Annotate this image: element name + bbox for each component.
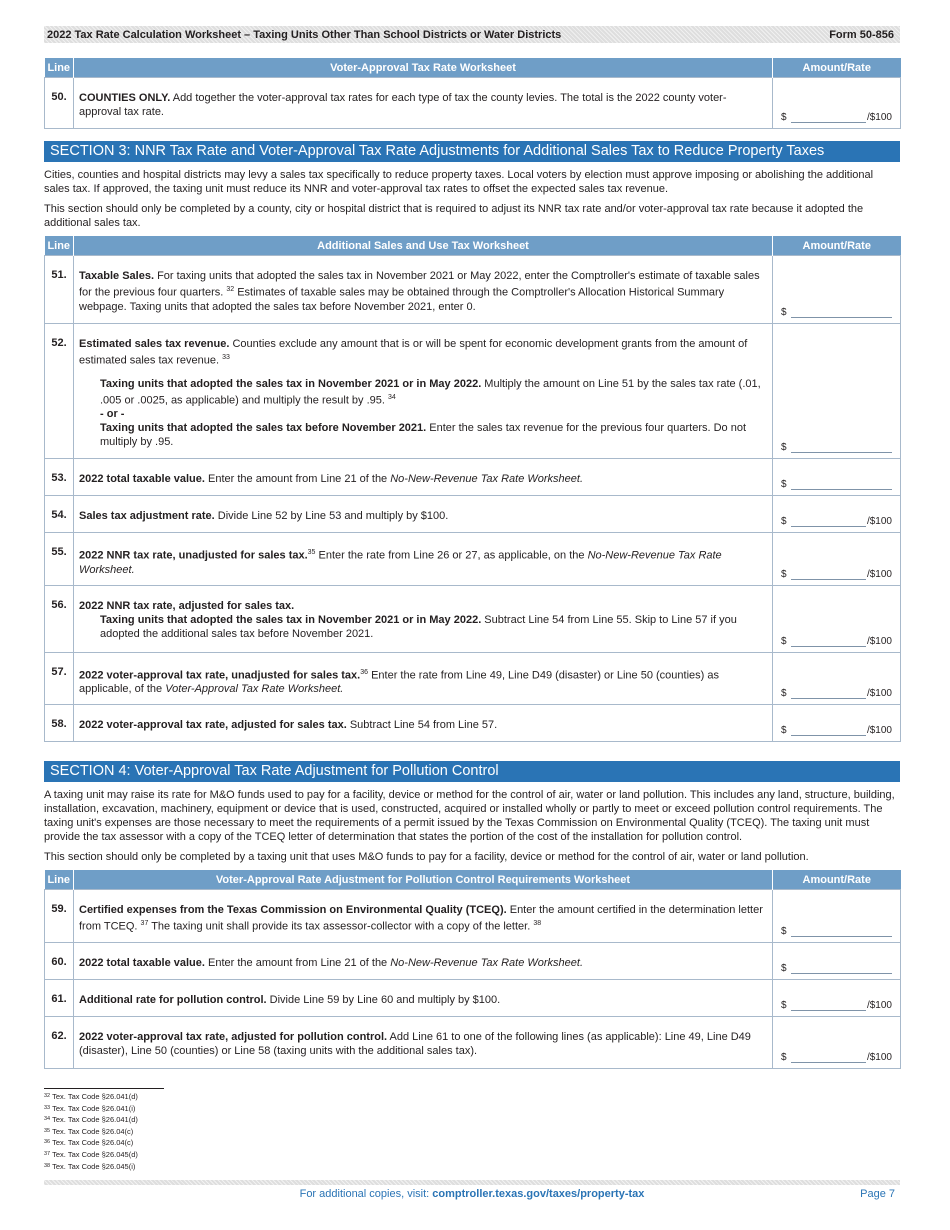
line-label: 2022 voter-approval tax rate, adjusted for sales tax.: [79, 719, 347, 732]
dollar-sign: $: [781, 479, 787, 490]
table-row: [45, 652, 901, 705]
footer-divider: [44, 1180, 900, 1185]
table-header-row: [45, 870, 901, 890]
amount-input-line[interactable]: [791, 479, 892, 490]
line-instructions: Add Line 61 to one of the following lines (as applicable): Line 49, Line D49 (disaster), Line 50 (counties) or Line 58 (taxing units with the additional sales tax).: [79, 1030, 751, 1057]
line-number: 55.: [45, 533, 74, 586]
line-instructions-cont: The taxing unit shall provide its tax assessor-collector with a copy of the letter.: [148, 920, 531, 933]
form-number: Form 50-856: [829, 28, 894, 41]
amount-cell: [773, 459, 901, 496]
or-separator: - or -: [100, 408, 125, 421]
line-label: 2022 voter-approval tax rate, adjusted for pollution control.: [79, 1030, 388, 1043]
amount-input-line[interactable]: [791, 1000, 866, 1011]
line-label: 2022 voter-approval tax rate, unadjusted for sales tax.: [79, 669, 361, 682]
section-3-paragraph-2: This section should only be completed by a county, city or hospital district that is required to adjust its NNR tax rate and/or voter-approval tax rate because it adopted the additional sales tax.: [44, 203, 864, 229]
line-sub-instructions: [79, 377, 764, 450]
line-instructions: Enter the amount from Line 21 of the: [204, 473, 391, 485]
amount-cell: [773, 1016, 901, 1068]
table-row: [45, 459, 901, 496]
table-row: [45, 585, 901, 652]
section-3-paragraph-1: Cities, counties and hospital districts may levy a sales tax specifically to reduce property taxes. Local voters by election must approve imposing or abolishing the additional sales tax. If approved, the taxing unit must reduce its NNR and voter-approval tax rates to offset the expected sales tax revenue.: [44, 169, 874, 195]
amount-input-line[interactable]: [791, 516, 866, 527]
line-number: 50.: [45, 78, 74, 129]
line-number: 54.: [45, 496, 74, 533]
sales-tax-worksheet-table: [44, 236, 901, 742]
dollar-sign: $: [781, 962, 787, 974]
sub-text: Multiply the amount on Line 51 by the sales tax rate (.01, .005 or .0025, as applicable) and multiply the result by .95.: [100, 377, 761, 407]
line-instructions: For taxing units that adopted the sales tax in November 2021 or May 2022, enter the Comptroller's estimate of taxable sales for the previous four quarters.: [79, 270, 760, 299]
footnote-ref: 37: [140, 920, 149, 928]
footnote: 35 Tex. Tax Code §26.04(c): [44, 1126, 134, 1136]
rate-unit: /$100: [866, 568, 892, 580]
rate-unit: /$100: [866, 1051, 892, 1063]
line-number: 58.: [45, 705, 74, 742]
line-label: COUNTIES ONLY.: [79, 92, 171, 104]
amount-input-line[interactable]: [791, 569, 866, 580]
section-4-paragraph-2: This section should only be completed by a taxing unit that uses M&O funds to pay for a facility, device or method for the control of air, water or land pollution.: [44, 851, 809, 864]
table-header-row: [45, 58, 901, 78]
footnote-ref: 36: [360, 668, 369, 676]
amount-column-header: Amount/Rate: [773, 870, 901, 890]
table-row: [45, 78, 901, 129]
line-description: [74, 705, 773, 742]
table-row: [45, 890, 901, 943]
amount-cell: [773, 324, 901, 459]
line-description: [74, 256, 773, 324]
dollar-sign: $: [781, 725, 787, 737]
dollar-sign: $: [781, 516, 787, 527]
footer-link[interactable]: comptroller.texas.gov/taxes/property-tax: [432, 1188, 645, 1200]
worksheet-reference: No-New-Revenue Tax Rate Worksheet.: [390, 473, 584, 485]
line-description: [74, 890, 773, 943]
footnote: 34 Tex. Tax Code §26.041(d): [44, 1115, 138, 1125]
footnote-ref: 35: [307, 549, 316, 556]
line-instructions: Divide Line 52 by Line 53 and multiply by $100.: [214, 510, 449, 522]
amount-cell: [773, 585, 901, 652]
line-description: [74, 78, 773, 129]
dollar-sign: $: [781, 1051, 787, 1063]
table-header-row: [45, 236, 901, 256]
worksheet-reference: No-New-Revenue Tax Rate Worksheet.: [390, 956, 584, 969]
line-label: Taxable Sales.: [79, 270, 155, 282]
sub-label: Taxing units that adopted the sales tax in November 2021 or in May 2022.: [100, 613, 482, 626]
worksheet-title: Additional Sales and Use Tax Worksheet: [74, 236, 773, 256]
table-row: [45, 705, 901, 742]
amount-input-line[interactable]: [791, 688, 866, 699]
amount-input-line[interactable]: [791, 442, 892, 453]
footnote: 37 Tex. Tax Code §26.045(d): [44, 1149, 138, 1159]
section-4-header: SECTION 4: Voter-Approval Tax Rate Adjustment for Pollution Control: [44, 761, 900, 782]
line-instructions: Divide Line 59 by Line 60 and multiply by $100.: [266, 993, 501, 1006]
dollar-sign: $: [781, 307, 787, 318]
sub-text: Enter the sales tax revenue for the previous four quarters. Do not multiply by .95.: [100, 422, 747, 449]
dollar-sign: $: [781, 688, 787, 700]
footnote: 33 Tex. Tax Code §26.041(i): [44, 1103, 136, 1113]
amount-input-line[interactable]: [791, 636, 866, 647]
table-row: [45, 942, 901, 979]
line-number: 57.: [45, 652, 74, 705]
footnote-ref: 38: [533, 920, 542, 928]
section-4-intro: [44, 788, 900, 864]
sub-label: Taxing units that adopted the sales tax before November 2021.: [100, 422, 427, 435]
table-row: [45, 1016, 901, 1068]
line-instructions: Counties exclude any amount that is or will be spent for economic development grants from the amount of estimated sales tax revenue.: [79, 338, 748, 367]
dollar-sign: $: [781, 999, 787, 1011]
line-column-header: Line: [45, 58, 74, 78]
rate-unit: /$100: [866, 516, 892, 527]
line-instructions: Enter the rate from Line 49, Line D49 (disaster) or Line 50 (counties) as applicable, of the: [79, 669, 719, 696]
rate-unit: /$100: [866, 725, 892, 737]
line-column-header: Line: [45, 870, 74, 890]
table-row: [45, 324, 901, 459]
amount-cell: [773, 652, 901, 705]
line-label: 2022 total taxable value.: [79, 473, 205, 485]
line-sub-instructions: [79, 613, 764, 641]
line-number: 60.: [45, 942, 74, 979]
worksheet-reference: No-New-Revenue Tax Rate Worksheet.: [79, 549, 722, 576]
table-row: [45, 496, 901, 533]
line-number: 59.: [45, 890, 74, 943]
amount-cell: [773, 890, 901, 943]
amount-input-line[interactable]: [791, 307, 892, 318]
footnote-ref: 33: [222, 354, 230, 361]
page-footer: [44, 1188, 900, 1202]
section-4-paragraph-1: A taxing unit may raise its rate for M&O funds used to pay for a facility, device or method for the control of air, water or land pollution. This includes any land, structure, building, installation, excavation, machinery, equipment or device that is used, constructed, acquired or installed wholly or partly to meet or exceed pollution control requirements. The taxing unit's expenses are those necessary to meet the requirements of a permit issued by the Texas Commission on Environmental Quality (TCEQ). The taxing unit must provide the tax assessor with a copy of the TCEQ letter of determination that states the portion of the cost of the installation for pollution control.: [44, 789, 895, 844]
line-label: Sales tax adjustment rate.: [79, 510, 215, 522]
amount-input-line[interactable]: [791, 1052, 866, 1063]
line-number: 61.: [45, 979, 74, 1016]
amount-cell: [773, 533, 901, 586]
line-description: [74, 652, 773, 705]
line-description: [74, 942, 773, 979]
rate-unit: /$100: [866, 999, 892, 1011]
amount-cell: [773, 496, 901, 533]
line-instructions: Enter the rate from Line 26 or 27, as applicable, on the: [315, 549, 588, 562]
line-number: 52.: [45, 324, 74, 459]
footnote: 38 Tex. Tax Code §26.045(i): [44, 1161, 136, 1171]
dollar-sign: $: [781, 635, 787, 647]
footnotes: [44, 1091, 900, 1172]
line-number: 62.: [45, 1016, 74, 1068]
form-page: [44, 26, 900, 1172]
line-label: Additional rate for pollution control.: [79, 993, 267, 1006]
footnote-ref: 32: [226, 286, 235, 293]
line-column-header: Line: [45, 236, 74, 256]
line-instructions-cont: Estimates of taxable sales may be obtained through the Comptroller's Allocation Historical Summary webpage. Taxing units that adopted the sales tax before November 2021, enter 0.: [79, 286, 725, 313]
section-3-header: SECTION 3: NNR Tax Rate and Voter-Approval Tax Rate Adjustments for Additional Sales Tax to Reduce Property Taxes: [44, 141, 900, 162]
worksheet-reference: Voter-Approval Tax Rate Worksheet.: [165, 683, 344, 696]
table-row: [45, 533, 901, 586]
amount-input-line[interactable]: [791, 112, 866, 123]
page-number: Page 7: [860, 1188, 895, 1200]
line-description: [74, 585, 773, 652]
dollar-sign: $: [781, 112, 787, 123]
form-header: [44, 26, 900, 43]
amount-cell: [773, 256, 901, 324]
table-row: [45, 979, 901, 1016]
line-number: 53.: [45, 459, 74, 496]
line-instructions: Subtract Line 54 from Line 57.: [346, 719, 498, 732]
voter-approval-worksheet-table: [44, 58, 901, 129]
rate-unit: /$100: [866, 688, 892, 700]
rate-unit: /$100: [866, 635, 892, 647]
amount-input-line[interactable]: [791, 926, 892, 937]
footnote-divider: [44, 1088, 164, 1089]
line-number: 56.: [45, 585, 74, 652]
footer-copies-note: [44, 1188, 900, 1200]
line-description: [74, 324, 773, 459]
line-label: Estimated sales tax revenue.: [79, 338, 230, 350]
amount-input-line[interactable]: [791, 725, 866, 736]
dollar-sign: $: [781, 568, 787, 580]
amount-cell: [773, 979, 901, 1016]
form-title: 2022 Tax Rate Calculation Worksheet – Taxing Units Other Than School Districts or Water Districts: [47, 28, 562, 41]
line-label: Certified expenses from the Texas Commission on Environmental Quality (TCEQ).: [79, 904, 507, 917]
dollar-sign: $: [781, 925, 787, 937]
worksheet-title: Voter-Approval Rate Adjustment for Pollution Control Requirements Worksheet: [74, 870, 773, 890]
amount-column-header: Amount/Rate: [773, 236, 901, 256]
line-description: [74, 496, 773, 533]
amount-input-line[interactable]: [791, 963, 892, 974]
footnote: 36 Tex. Tax Code §26.04(c): [44, 1138, 134, 1148]
line-label: 2022 NNR tax rate, unadjusted for sales tax.: [79, 549, 308, 562]
section-3-intro: [44, 168, 900, 230]
line-instructions: Enter the amount certified in the determination letter from TCEQ.: [79, 904, 763, 933]
line-instructions: Add together the voter-approval tax rates for each type of tax the county levies. The total is the 2022 county voter-approval tax rate.: [79, 92, 727, 118]
line-label: 2022 total taxable value.: [79, 956, 205, 969]
rate-unit: /$100: [866, 112, 892, 123]
amount-cell: [773, 78, 901, 129]
sub-label: Taxing units that adopted the sales tax in November 2021 or in May 2022.: [100, 377, 482, 390]
amount-cell: [773, 705, 901, 742]
footer-prefix: For additional copies, visit:: [299, 1188, 433, 1200]
line-instructions: Enter the amount from Line 21 of the: [204, 956, 391, 969]
amount-column-header: Amount/Rate: [773, 58, 901, 78]
footnote: 32 Tex. Tax Code §26.041(d): [44, 1091, 138, 1101]
pollution-control-worksheet-table: [44, 870, 901, 1069]
line-description: [74, 533, 773, 586]
dollar-sign: $: [781, 442, 787, 453]
table-row: [45, 256, 901, 324]
line-description: [74, 979, 773, 1016]
footnote-ref: 34: [388, 393, 396, 401]
worksheet-title: Voter-Approval Tax Rate Worksheet: [74, 58, 773, 78]
line-number: 51.: [45, 256, 74, 324]
line-label: 2022 NNR tax rate, adjusted for sales tax.: [79, 599, 295, 612]
amount-cell: [773, 942, 901, 979]
line-description: [74, 1016, 773, 1068]
line-description: [74, 459, 773, 496]
sub-text: Subtract Line 54 from Line 55. Skip to Line 57 if you adopted the additional sales tax before November 2021.: [100, 613, 737, 640]
